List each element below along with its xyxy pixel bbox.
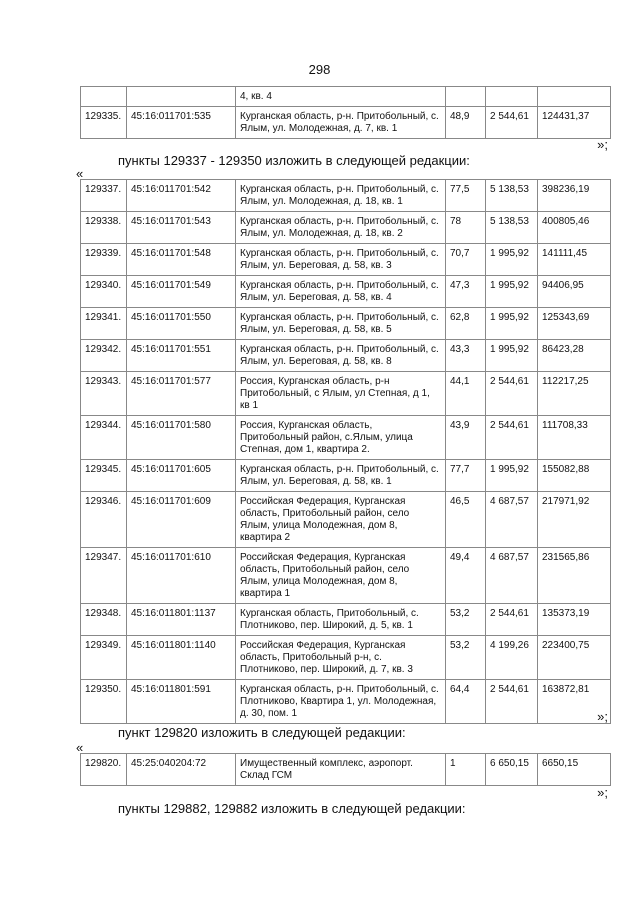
table-cell: 129342. xyxy=(81,340,127,372)
table-cell: 45:16:011801:591 xyxy=(127,680,236,724)
table-cell: 129343. xyxy=(81,372,127,416)
table-cell: 129347. xyxy=(81,548,127,604)
table-row xyxy=(81,492,611,548)
table-cell xyxy=(486,87,538,107)
table-cell: 1 995,92 xyxy=(486,244,538,276)
table-cell: 129820. xyxy=(81,754,127,786)
table-cell: Курганская область, р-н. Притобольный, с. Ялым, ул. Береговая, д. 58, кв. 1 xyxy=(236,460,446,492)
registry-table-top xyxy=(80,86,611,139)
table-cell: Курганская область, р-н. Притобольный, с. Плотниково, Квартира 1, ул. Молодежная, д. 30, пом. 1 xyxy=(236,680,446,724)
table-cell: 48,9 xyxy=(446,107,486,139)
table-cell: 1 995,92 xyxy=(486,308,538,340)
table-row xyxy=(81,680,611,724)
table-cell: Курганская область, р-н. Притобольный, с. Ялым, ул. Молодежная, д. 18, кв. 1 xyxy=(236,180,446,212)
table-cell: 5 138,53 xyxy=(486,212,538,244)
table-cell: 6650,15 xyxy=(538,754,611,786)
table-cell: 129349. xyxy=(81,636,127,680)
table-cell: 125343,69 xyxy=(538,308,611,340)
table-cell: 49,4 xyxy=(446,548,486,604)
table-cell: 1 995,92 xyxy=(486,340,538,372)
table-cell: Курганская область, р-н. Притобольный, с. Ялым, ул. Молодежная, д. 18, кв. 2 xyxy=(236,212,446,244)
table-cell: 129346. xyxy=(81,492,127,548)
table-cell: 124431,37 xyxy=(538,107,611,139)
table-cell: 53,2 xyxy=(446,636,486,680)
opening-quote: « xyxy=(76,740,84,755)
table-cell: 155082,88 xyxy=(538,460,611,492)
table-row xyxy=(81,604,611,636)
table-cell: Курганская область, р-н. Притобольный, с. Ялым, ул. Береговая, д. 58, кв. 8 xyxy=(236,340,446,372)
table-cell: 62,8 xyxy=(446,308,486,340)
table-row xyxy=(81,308,611,340)
table-row xyxy=(81,276,611,308)
closing-quote: »; xyxy=(597,709,608,724)
table-cell: 43,9 xyxy=(446,416,486,460)
table-cell: Российская Федерация, Курганская область, Притобольный р-н, с. Плотниково, пер. Широкий, д. 7, кв. 3 xyxy=(236,636,446,680)
table-cell: 47,3 xyxy=(446,276,486,308)
table-cell: 1 xyxy=(446,754,486,786)
opening-quote: « xyxy=(76,166,84,181)
table-row xyxy=(81,340,611,372)
table-cell: 129345. xyxy=(81,460,127,492)
table-cell: 64,4 xyxy=(446,680,486,724)
table-cell: 129350. xyxy=(81,680,127,724)
table-cell: 45:16:011701:550 xyxy=(127,308,236,340)
table-cell: 112217,25 xyxy=(538,372,611,416)
table-cell: 4 199,26 xyxy=(486,636,538,680)
table-cell: 78 xyxy=(446,212,486,244)
table-cell: 86423,28 xyxy=(538,340,611,372)
table-cell: 45:16:011701:605 xyxy=(127,460,236,492)
table-cell xyxy=(81,87,127,107)
table-cell: 53,2 xyxy=(446,604,486,636)
registry-table-main xyxy=(80,179,611,724)
table-cell: 129335. xyxy=(81,107,127,139)
table-cell: 4 687,57 xyxy=(486,548,538,604)
table-cell: 45:16:011801:1137 xyxy=(127,604,236,636)
table-row xyxy=(81,416,611,460)
table-cell: 44,1 xyxy=(446,372,486,416)
table-cell: 135373,19 xyxy=(538,604,611,636)
page-number: 298 xyxy=(308,62,331,77)
table-cell: 45:16:011701:577 xyxy=(127,372,236,416)
table-row xyxy=(81,107,611,139)
table-cell: 398236,19 xyxy=(538,180,611,212)
table-cell: 4, кв. 4 xyxy=(236,87,446,107)
table-row xyxy=(81,460,611,492)
table-row xyxy=(81,636,611,680)
table-cell: 45:25:040204:72 xyxy=(127,754,236,786)
table-cell: 2 544,61 xyxy=(486,372,538,416)
table-cell xyxy=(446,87,486,107)
table-cell: Имущественный комплекс, аэропорт. Склад ГСМ xyxy=(236,754,446,786)
table-row xyxy=(81,212,611,244)
table-cell: 46,5 xyxy=(446,492,486,548)
table-cell: 1 995,92 xyxy=(486,276,538,308)
table-cell: 111708,33 xyxy=(538,416,611,460)
instruction-text: пункты 129337 - 129350 изложить в следующей редакции: xyxy=(118,153,470,168)
table-cell: 2 544,61 xyxy=(486,680,538,724)
table-row xyxy=(81,754,611,786)
table-cell: 129338. xyxy=(81,212,127,244)
table-cell: 45:16:011701:535 xyxy=(127,107,236,139)
table-cell: Курганская область, р-н. Притобольный, с. Ялым, ул. Береговая, д. 58, кв. 4 xyxy=(236,276,446,308)
table-cell: 129344. xyxy=(81,416,127,460)
table-cell: 45:16:011701:610 xyxy=(127,548,236,604)
table-cell: 45:16:011701:580 xyxy=(127,416,236,460)
table-cell: 45:16:011701:549 xyxy=(127,276,236,308)
table-cell: 94406,95 xyxy=(538,276,611,308)
table-cell: 5 138,53 xyxy=(486,180,538,212)
table-cell: 129340. xyxy=(81,276,127,308)
table-cell: 141111,45 xyxy=(538,244,611,276)
table-cell: Россия, Курганская область, р-н Притобольный, с Ялым, ул Степная, д 1, кв 1 xyxy=(236,372,446,416)
table-cell: 70,7 xyxy=(446,244,486,276)
table-cell: 129341. xyxy=(81,308,127,340)
table-cell: 231565,86 xyxy=(538,548,611,604)
table-row xyxy=(81,548,611,604)
table-cell: 45:16:011701:543 xyxy=(127,212,236,244)
table-cell: 45:16:011701:542 xyxy=(127,180,236,212)
table-cell: 217971,92 xyxy=(538,492,611,548)
table-row xyxy=(81,244,611,276)
table-cell: Курганская область, р-н. Притобольный, с. Ялым, ул. Береговая, д. 58, кв. 5 xyxy=(236,308,446,340)
instruction-text: пункты 129882, 129882 изложить в следующей редакции: xyxy=(118,801,466,816)
table-cell: 45:16:011701:548 xyxy=(127,244,236,276)
table-cell: 4 687,57 xyxy=(486,492,538,548)
table-cell xyxy=(127,87,236,107)
table-cell: 2 544,61 xyxy=(486,604,538,636)
table-cell: 45:16:011701:551 xyxy=(127,340,236,372)
table-cell: 2 544,61 xyxy=(486,107,538,139)
table-cell: 1 995,92 xyxy=(486,460,538,492)
table-cell: Курганская область, р-н. Притобольный, с. Ялым, ул. Береговая, д. 58, кв. 3 xyxy=(236,244,446,276)
table-cell: 129337. xyxy=(81,180,127,212)
table-cell: Россия, Курганская область, Притобольный район, с.Ялым, улица Степная, дом 1, квартира 2. xyxy=(236,416,446,460)
table-cell: Курганская область, р-н. Притобольный, с. Ялым, ул. Молодежная, д. 7, кв. 1 xyxy=(236,107,446,139)
table-cell: Российская Федерация, Курганская область, Притобольный район, село Ялым, улица Молодежная, дом 8, квартира 1 xyxy=(236,548,446,604)
table-cell: 223400,75 xyxy=(538,636,611,680)
instruction-text: пункт 129820 изложить в следующей редакции: xyxy=(118,725,406,740)
table-cell: 77,7 xyxy=(446,460,486,492)
table-cell: 43,3 xyxy=(446,340,486,372)
closing-quote: »; xyxy=(597,785,608,800)
table-cell: Курганская область, Притобольный, с. Плотниково, пер. Широкий, д. 5, кв. 1 xyxy=(236,604,446,636)
table-cell: 129339. xyxy=(81,244,127,276)
table-cell: 77,5 xyxy=(446,180,486,212)
table-cell: 45:16:011701:609 xyxy=(127,492,236,548)
table-cell: 6 650,15 xyxy=(486,754,538,786)
table-cell xyxy=(538,87,611,107)
table-row xyxy=(81,87,611,107)
table-row xyxy=(81,372,611,416)
table-cell: 163872,81 xyxy=(538,680,611,724)
table-cell: 45:16:011801:1140 xyxy=(127,636,236,680)
table-cell: 400805,46 xyxy=(538,212,611,244)
table-cell: 2 544,61 xyxy=(486,416,538,460)
table-cell: 129348. xyxy=(81,604,127,636)
registry-table-single xyxy=(80,753,611,786)
closing-quote: »; xyxy=(597,137,608,152)
table-cell: Российская Федерация, Курганская область, Притобольный район, село Ялым, улица Молодежная, дом 8, квартира 2 xyxy=(236,492,446,548)
table-row xyxy=(81,180,611,212)
